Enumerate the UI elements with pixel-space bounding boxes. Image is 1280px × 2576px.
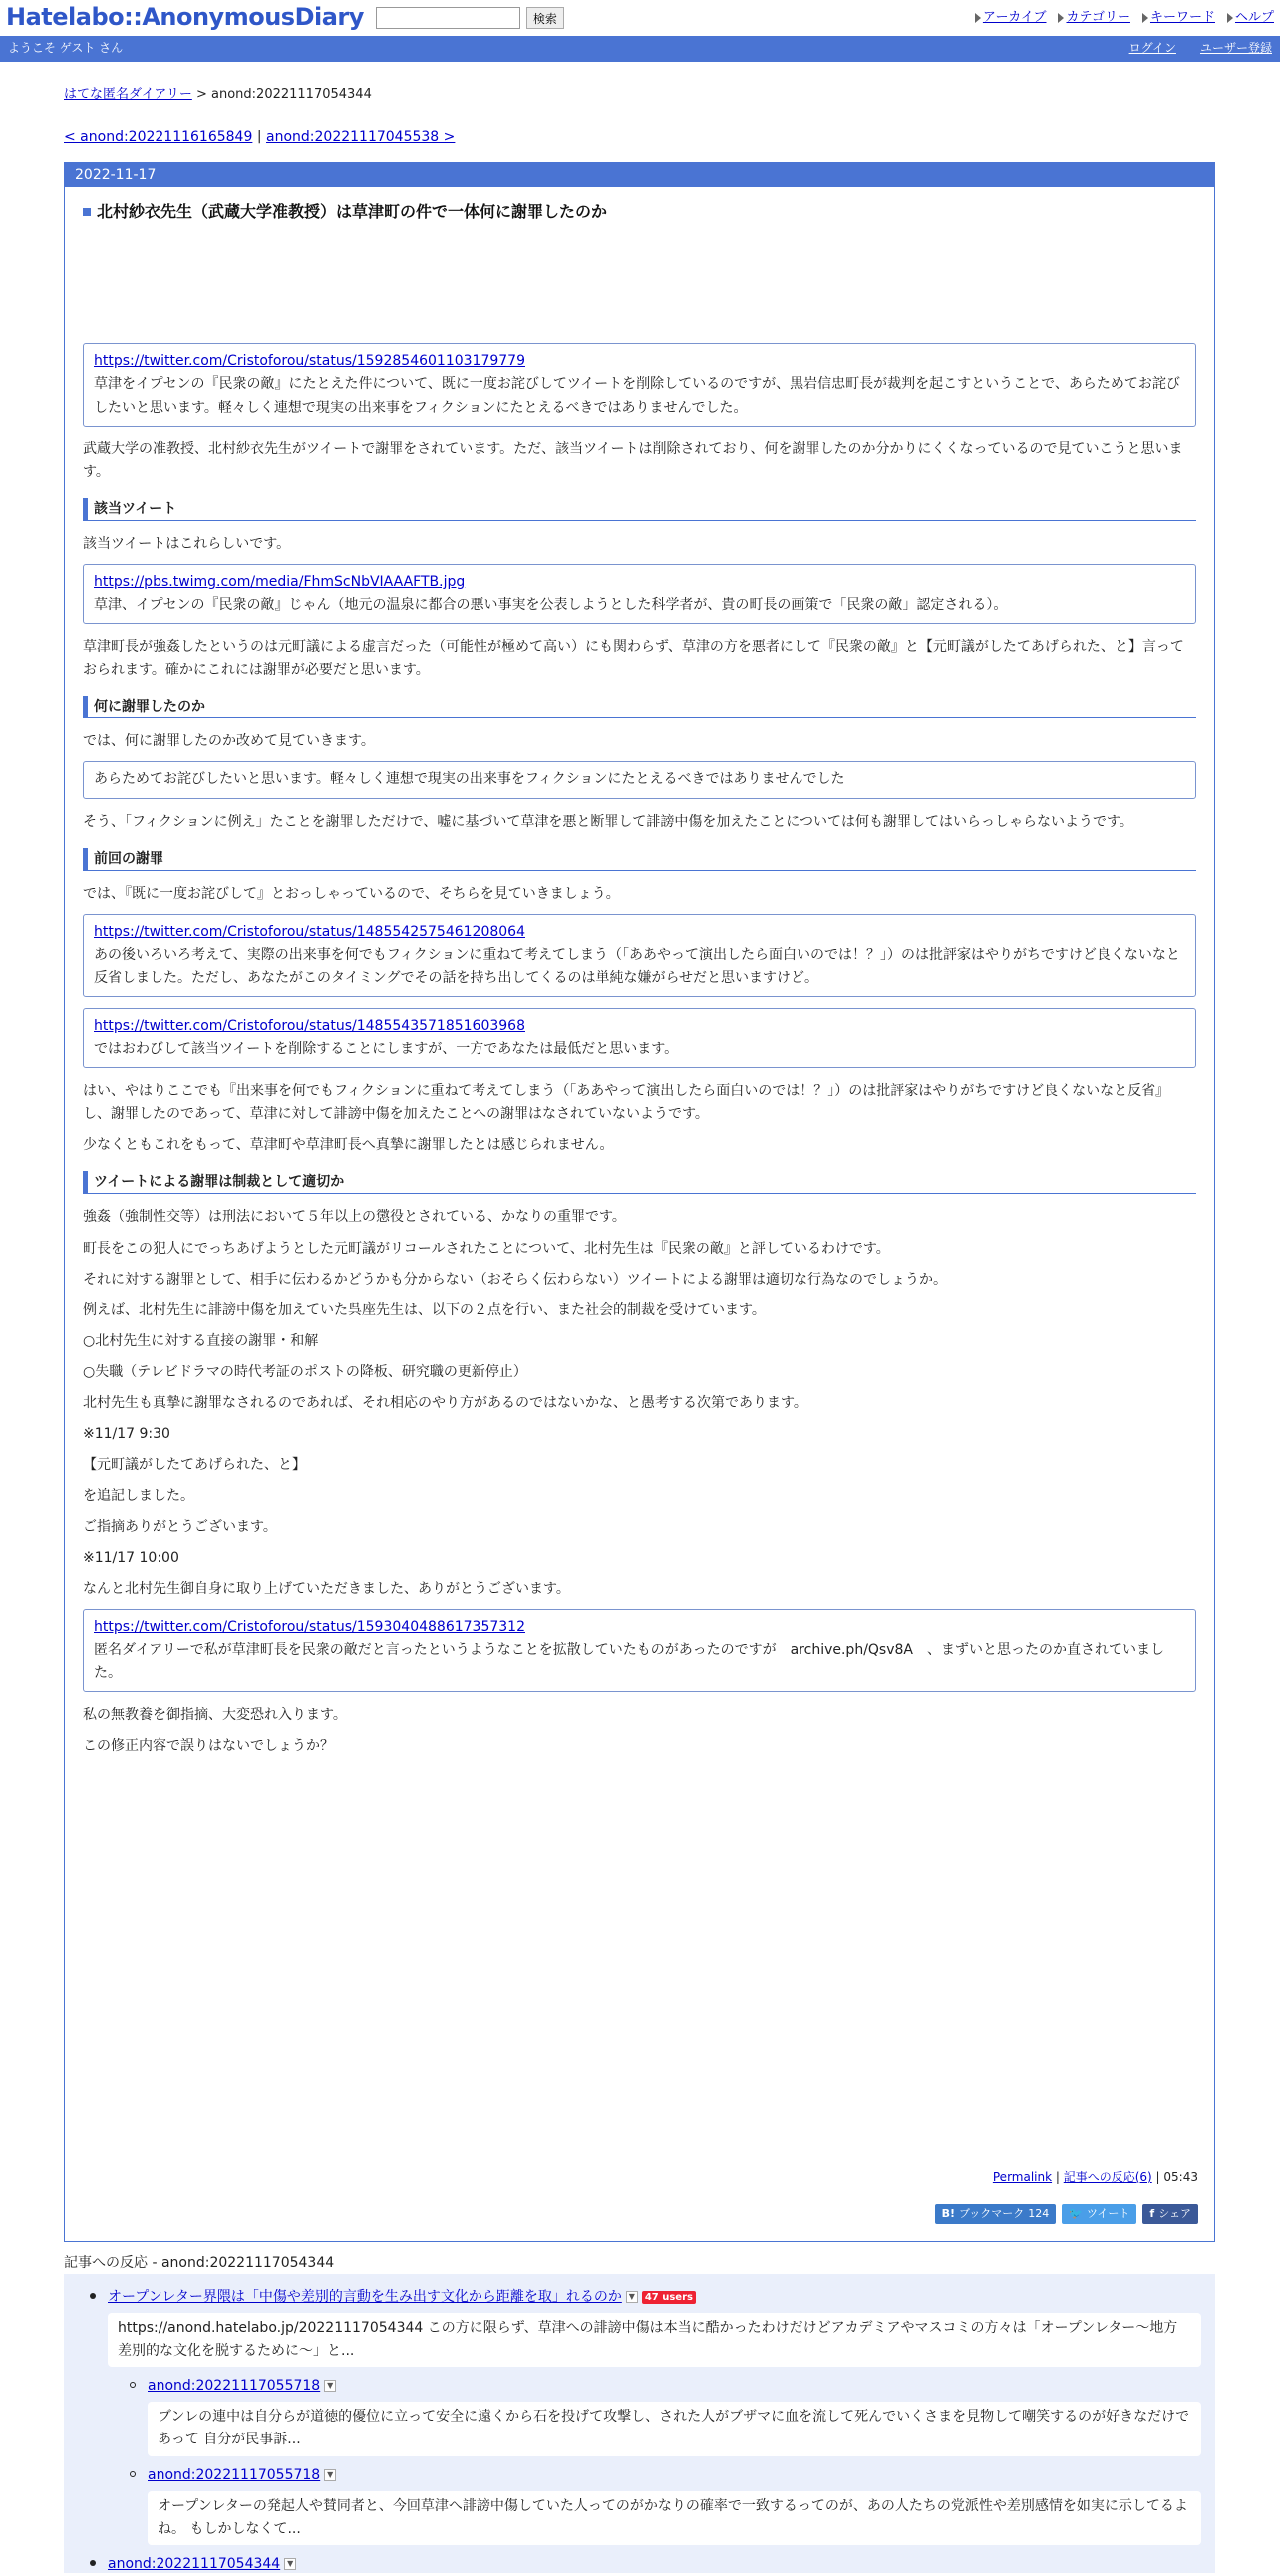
paragraph: 町長をこの犯人にでっちあげようとした元町議がリコールされたことについて、北村先生は『民衆の敵』と評しているわけです。 <box>83 1240 890 1257</box>
pager-separator: | <box>252 129 267 144</box>
reaction-excerpt: オープンレターの発起人や賛同者と、今回草津へ誹謗中傷していた人ってのがかなりの確率で一致するってのが、あの人たちの党派性や差別感情を如実に示してるよね。 もしかしなくて... <box>148 2491 1201 2545</box>
reactions-link[interactable]: 記事への反応(6) <box>1063 2170 1152 2184</box>
quote-source-link[interactable]: https://pbs.twimg.com/media/FhmScNbVIAAAFTB.jpg <box>94 573 466 590</box>
paragraph: ご指摘ありがとうございます。 <box>83 1519 277 1536</box>
paragraph: ※11/17 10:00 <box>83 1550 179 1567</box>
hatena-bookmark-button[interactable] <box>935 2204 1057 2224</box>
reaction-link[interactable]: オープンレター界隈は「中傷や差別的言動を生み出す文化から距離を取」れるのか <box>108 2289 622 2305</box>
share-buttons <box>935 2204 1198 2224</box>
search-input[interactable] <box>376 7 520 29</box>
section-heading: 該当ツイート <box>83 498 1196 521</box>
dropdown-icon[interactable]: ▼ <box>324 2469 336 2481</box>
reaction-item <box>108 2553 1215 2576</box>
next-entry-link[interactable]: anond:20221117045538 > <box>266 129 456 144</box>
top-bar <box>0 0 1280 36</box>
welcome-text: ようこそ ゲスト さん <box>8 41 124 56</box>
entry-title <box>83 199 1196 225</box>
paragraph: この修正内容で誤りはないでしょうか？ <box>83 1738 334 1755</box>
tweet-label: ツイート <box>1086 2206 1130 2220</box>
nav-category-link[interactable]: カテゴリー <box>1066 10 1130 26</box>
arrow-icon <box>975 13 981 23</box>
breadcrumb-separator: > <box>191 87 212 102</box>
paragraph: 武蔵大学の准教授、北村紗衣先生がツイートで謝罪をされています。ただ、該当ツイートは削除されており、何を謝罪したのか分かりにくくなっているので見ていこうと思います。 <box>83 440 1183 480</box>
paragraph: 【元町議がしたてあげられた、と】 <box>83 1457 306 1474</box>
entry-time: 05:43 <box>1163 2170 1198 2184</box>
dropdown-icon[interactable]: ▼ <box>284 2558 296 2570</box>
day-section <box>64 162 1215 2242</box>
arrow-icon <box>1058 13 1064 23</box>
users-badge[interactable]: 47 users <box>642 2291 696 2304</box>
reaction-children <box>148 2375 1215 2545</box>
hatena-bookmark-label: ブックマーク <box>959 2206 1025 2220</box>
paragraph: 北村先生も真摯に謝罪なされるのであれば、それ相応のやり方があるのではないかな、と愚考する次第であります。 <box>83 1395 807 1412</box>
section-heading: 何に謝罪したのか <box>83 696 1196 718</box>
reaction-excerpt: https://anond.hatelabo.jp/20221117054344 この方に限らず、草津への誹謗中傷は本当に酷かったわけだけどアカデミアやマスコミの方々は「オープンレター～地方差別的な文化を脱するために～」と... <box>108 2313 1201 2367</box>
nav-help[interactable] <box>1227 7 1274 28</box>
paragraph: を追記しました。 <box>83 1488 194 1505</box>
bookmark-count: 124 <box>1028 2206 1050 2220</box>
paragraph: 草津町長が強姦したというのは元町議による虚言だった（可能性が極めて高い）にも関わらず、草津の方を悪者にして『民衆の敵』と【元町議がしたてあげられた、と】言っておられます。確かにこれには謝罪が必要だと思います。 <box>83 639 1184 679</box>
arrow-icon <box>1142 13 1148 23</box>
day-date: 2022-11-17 <box>65 163 1214 187</box>
nav-keyword-link[interactable]: キーワード <box>1149 10 1215 26</box>
nav-keyword[interactable] <box>1142 7 1215 28</box>
quote-source-link[interactable]: https://twitter.com/Cristoforou/status/1593040488617357312 <box>94 1618 525 1635</box>
blockquote <box>83 343 1196 426</box>
reaction-item <box>148 2375 1215 2455</box>
quote-text: 草津、イプセンの『民衆の敵』じゃん（地元の温泉に都合の悪い事実を公表しようとした科学者が、貴の町長の画策で「民衆の敵」認定される）。 <box>94 597 1008 614</box>
entry-footer: Permalink | 記事への反応(6) | 05:43 <box>992 2170 1198 2184</box>
paragraph: 例えば、北村先生に誹謗中傷を加えていた呉座先生は、以下の２点を行い、また社会的制裁を受けています。 <box>83 1301 766 1318</box>
quote-text: あの後いろいろ考えて、実際の出来事を何でもフィクションに重ねて考えてしまう（「ああやって演出したら面白いのでは！？」）のは批評家はやりがちですけど良くないなと反省しました。ただし、あなたがこのタイミングでその話を持ち出してくるのは単純な嫌がらせだと思いますけど。 <box>94 946 1180 986</box>
arrow-icon <box>1227 13 1233 23</box>
site-logo[interactable]: Hatelabo::AnonymousDiary <box>6 3 364 32</box>
paragraph: では、何に謝罪したのか改めて見ていきます。 <box>83 733 375 750</box>
prev-entry-link[interactable]: < anond:20221116165849 <box>64 129 253 144</box>
reactions-heading: 記事への反応 - anond:20221117054344 <box>64 2255 335 2271</box>
reactions-list <box>64 2274 1215 2573</box>
paragraph: 強姦（強制性交等）は刑法において５年以上の懲役とされている、かなりの重罪です。 <box>83 1209 626 1226</box>
bullet-icon <box>130 2471 136 2477</box>
paragraph: では、『既に一度お詫びして』とおっしゃっているので、そちらを見ていきましょう。 <box>83 885 620 902</box>
dropdown-icon[interactable]: ▼ <box>324 2380 336 2392</box>
twitter-bird-icon: 🐦 <box>1069 2206 1083 2220</box>
paragraph: 私の無教養を御指摘、大変恐れ入ります。 <box>83 1706 347 1723</box>
paragraph: 少なくともこれをもって、草津町や草津町長へ真摯に謝罪したとは感じられません。 <box>83 1137 614 1154</box>
paragraph: 該当ツイートはこれらしいです。 <box>83 535 291 552</box>
blockquote <box>83 564 1196 624</box>
quote-source-link[interactable]: https://twitter.com/Cristoforou/status/1485542575461208064 <box>94 923 525 940</box>
entry-title-text: 北村紗衣先生（武蔵大学准教授）は草津町の件で一体何に謝罪したのか <box>97 202 608 221</box>
quote-text: 草津をイプセンの『民衆の敵』にたとえた件について、既に一度お詫びしてツイートを削除しているのですが、黒岩信忠町長が裁判を起こすということで、あらためてお詫びしたいと思います。軽々しく連想で現実の出来事をフィクションにたとえるべきではありませんでした。 <box>94 376 1180 416</box>
nav-archive[interactable] <box>975 7 1047 28</box>
paragraph: はい、やはりここでも『出来事を何でもフィクションに重ねて考えてしまう（「ああやって演出したら面白いのでは！？」）のは批評家はやりがちですけど良くないなと反省』し、謝罪したのであって、草津に対して誹謗中傷を加えたことへの謝罪はなされていないようです。 <box>83 1083 1170 1123</box>
reaction-excerpt: ブンレの連中は自分らが道徳的優位に立って安全に遠くから石を投げて攻撃し、された人がブザマに血を流して死んでいくさまを見物して嘲笑するのが好きなだけであって 自分が民事訴... <box>148 2402 1201 2455</box>
blockquote <box>83 1609 1196 1692</box>
paragraph: ○失職（テレビドラマの時代考証のポストの降板、研究職の更新停止） <box>83 1363 527 1380</box>
dropdown-icon[interactable]: ▼ <box>626 2291 638 2303</box>
top-nav <box>975 7 1274 28</box>
search-button[interactable]: 検索 <box>526 7 564 29</box>
section-heading: ツイートによる謝罪は制裁として適切か <box>83 1171 1196 1194</box>
register-link[interactable]: ユーザー登録 <box>1199 41 1272 56</box>
section-heading: 前回の謝罪 <box>83 848 1196 871</box>
breadcrumb-current: anond:20221117054344 <box>211 87 372 102</box>
reaction-link[interactable]: anond:20221117055718 <box>148 2466 321 2483</box>
reaction-item <box>108 2286 1215 2545</box>
facebook-share-button[interactable] <box>1142 2204 1198 2224</box>
blockquote <box>83 761 1196 798</box>
quote-source-link[interactable]: https://twitter.com/Cristoforou/status/1592854601103179779 <box>94 353 525 370</box>
entry-pager <box>64 126 455 148</box>
reaction-link[interactable]: anond:20221117054344 <box>108 2555 281 2572</box>
paragraph: それに対する謝罪として、相手に伝わるかどうかも分からない（おそらく伝わらない）ツイートによる謝罪は適切な行為なのでしょうか。 <box>83 1271 948 1288</box>
quote-source-link[interactable]: https://twitter.com/Cristoforou/status/1485543571851603968 <box>94 1017 525 1034</box>
paragraph: ※11/17 9:30 <box>83 1426 170 1443</box>
quote-text: あらためてお詫びしたいと思います。軽々しく連想で現実の出来事をフィクションにたとえるべきではありませんでした <box>94 771 845 788</box>
paragraph: ○北村先生に対する直接の謝罪・和解 <box>83 1332 319 1349</box>
entry-body <box>65 187 1214 1758</box>
hatena-b-icon: B! <box>941 2206 956 2220</box>
share-label: シェア <box>1158 2206 1191 2220</box>
login-link[interactable]: ログイン <box>1128 41 1176 56</box>
bullet-icon <box>90 2293 96 2299</box>
nav-archive-link[interactable]: アーカイブ <box>982 10 1047 26</box>
title-square-icon[interactable] <box>83 208 91 216</box>
nav-help-link[interactable]: ヘルプ <box>1234 10 1274 26</box>
bullet-icon <box>130 2382 136 2388</box>
reaction-item <box>148 2464 1215 2545</box>
facebook-f-icon: f <box>1149 2206 1155 2220</box>
breadcrumb <box>64 84 372 105</box>
bullet-icon <box>90 2560 96 2566</box>
blockquote <box>83 914 1196 997</box>
quote-text: 匿名ダイアリーで私が草津町長を民衆の敵だと言ったというようなことを拡散していたものがあったのですが archive.ph/Qsv8A 、まずいと思ったのか直されていました。 <box>94 1641 1164 1681</box>
tweet-button[interactable] <box>1062 2204 1136 2224</box>
user-bar <box>0 36 1280 62</box>
permalink[interactable]: Permalink <box>992 2170 1053 2184</box>
quote-text: ではおわびして該当ツイートを削除することにしますが、一方であなたは最低だと思います。 <box>94 1041 679 1058</box>
paragraph: そう、「フィクションに例え」たことを謝罪しただけで、嘘に基づいて草津を悪と断罪して誹謗中傷を加えたことについては何も謝罪してはいらっしゃらないようです。 <box>83 813 1133 830</box>
paragraph: なんと北村先生御自身に取り上げていただきました、ありがとうございます。 <box>83 1580 570 1597</box>
breadcrumb-home[interactable]: はてな匿名ダイアリー <box>64 87 192 102</box>
blockquote <box>83 1008 1196 1068</box>
reaction-link[interactable]: anond:20221117055718 <box>148 2378 321 2395</box>
nav-category[interactable] <box>1058 7 1129 28</box>
